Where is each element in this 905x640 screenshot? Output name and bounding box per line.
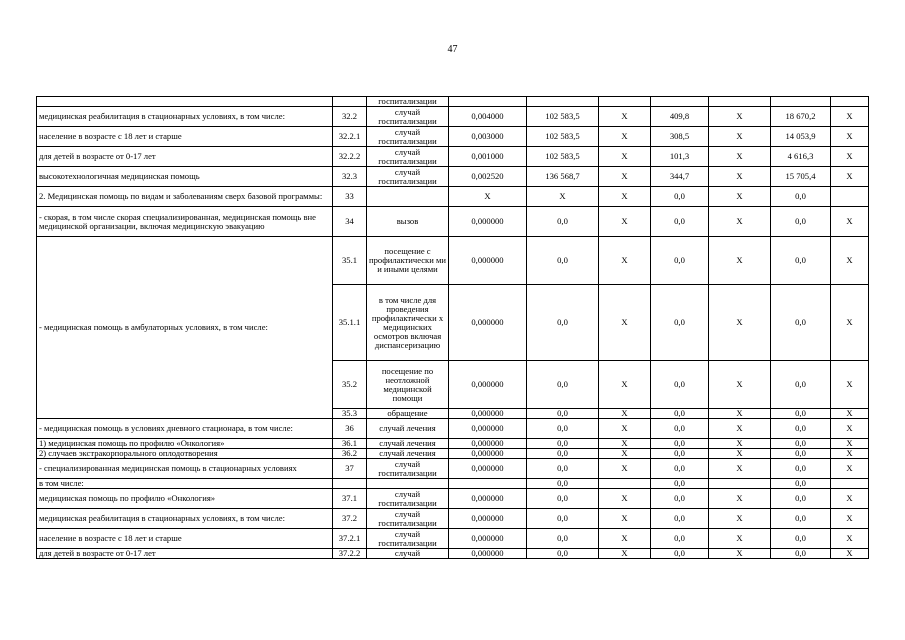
value-cell: Х [599,419,651,439]
value-cell: Х [709,285,771,361]
value-cell [709,479,771,489]
value-cell: 0,0 [651,549,709,559]
row-unit-cell: обращение [367,409,449,419]
value-cell: 0,0 [527,439,599,449]
row-unit-cell: случай госпитализации [367,127,449,147]
value-cell: 0,0 [771,285,831,361]
value-cell: 0,0 [527,489,599,509]
value-cell: 0,0 [651,439,709,449]
row-number-cell: 36.1 [333,439,367,449]
value-cell: Х [709,207,771,237]
value-cell [771,97,831,107]
value-cell: 0,002520 [449,167,527,187]
value-cell: 0,0 [527,285,599,361]
row-number-cell [333,97,367,107]
value-cell: Х [599,107,651,127]
row-name-cell: - медицинская помощь в амбулаторных условиях, в том числе: [37,237,333,419]
row-number-cell: 32.3 [333,167,367,187]
row-number-cell: 35.3 [333,409,367,419]
value-cell: 0,000000 [449,361,527,409]
value-cell: 0,0 [527,449,599,459]
value-cell: Х [599,549,651,559]
value-cell: Х [831,361,869,409]
table-row [37,419,869,439]
row-unit-cell: случай лечения [367,449,449,459]
value-cell: Х [831,107,869,127]
value-cell: 0,000000 [449,207,527,237]
row-unit-cell: случай госпитализации [367,167,449,187]
row-name-cell: 1) медицинская помощь по профилю «Онкология» [37,439,333,449]
value-cell: 0,0 [771,409,831,419]
table-row [37,237,869,285]
value-cell [709,97,771,107]
value-cell: 0,0 [771,449,831,459]
value-cell: 0,004000 [449,107,527,127]
value-cell: 0,0 [651,489,709,509]
row-number-cell: 35.1.1 [333,285,367,361]
value-cell: Х [709,147,771,167]
value-cell: 0,0 [771,187,831,207]
value-cell: Х [599,439,651,449]
value-cell: Х [709,167,771,187]
value-cell [449,479,527,489]
value-cell: Х [599,509,651,529]
value-cell: 0,0 [651,459,709,479]
row-number-cell: 37.1 [333,489,367,509]
row-number-cell: 37.2 [333,509,367,529]
table-row [37,529,869,549]
value-cell: 102 583,5 [527,127,599,147]
row-name-cell: - специализированная медицинская помощь в стационарных условиях [37,459,333,479]
value-cell: 409,8 [651,107,709,127]
value-cell: 0,000000 [449,549,527,559]
value-cell: Х [831,419,869,439]
value-cell: 18 670,2 [771,107,831,127]
value-cell: Х [831,207,869,237]
value-cell: 0,000000 [449,237,527,285]
row-number-cell: 32.2.1 [333,127,367,147]
value-cell: 101,3 [651,147,709,167]
value-cell: 0,0 [527,419,599,439]
table-row [37,207,869,237]
value-cell: 0,000000 [449,529,527,549]
table-row [37,127,869,147]
value-cell: 0,0 [527,207,599,237]
row-name-cell [37,97,333,107]
value-cell: 0,0 [651,187,709,207]
row-number-cell: 37.2.2 [333,549,367,559]
value-cell: Х [709,107,771,127]
value-cell: Х [831,127,869,147]
value-cell: 0,000000 [449,459,527,479]
tariff-table [36,96,869,559]
row-number-cell: 36.2 [333,449,367,459]
value-cell: 0,0 [527,409,599,419]
row-name-cell: медицинская помощь по профилю «Онкология» [37,489,333,509]
row-unit-cell [367,479,449,489]
table-row [37,187,869,207]
value-cell [449,97,527,107]
value-cell: 0,000000 [449,509,527,529]
value-cell: Х [599,127,651,147]
table-row [37,489,869,509]
row-number-cell [333,479,367,489]
value-cell: 0,003000 [449,127,527,147]
value-cell: 0,0 [771,549,831,559]
value-cell: Х [599,187,651,207]
row-name-cell: для детей в возрасте от 0-17 лет [37,147,333,167]
value-cell: Х [831,529,869,549]
value-cell: Х [831,459,869,479]
row-name-cell: для детей в возрасте от 0-17 лет [37,549,333,559]
value-cell: 0,000000 [449,285,527,361]
value-cell: Х [709,489,771,509]
value-cell: 344,7 [651,167,709,187]
value-cell: 0,0 [651,409,709,419]
row-number-cell: 36 [333,419,367,439]
value-cell: 0,0 [771,237,831,285]
table-row [37,549,869,559]
value-cell: 0,0 [527,549,599,559]
row-name-cell: население в возрасте с 18 лет и старше [37,529,333,549]
value-cell: 0,0 [651,449,709,459]
value-cell: Х [709,187,771,207]
value-cell: 0,0 [651,529,709,549]
value-cell: Х [709,529,771,549]
value-cell: 0,0 [651,419,709,439]
row-unit-cell: случай госпитализации [367,107,449,127]
row-name-cell: - медицинская помощь в условиях дневного стационара, в том числе: [37,419,333,439]
value-cell: Х [599,237,651,285]
value-cell: 0,001000 [449,147,527,167]
value-cell: Х [831,147,869,167]
value-cell: 14 053,9 [771,127,831,147]
table-row [37,479,869,489]
value-cell: Х [599,409,651,419]
value-cell: 0,0 [527,361,599,409]
value-cell: Х [831,285,869,361]
row-unit-cell: случай лечения [367,419,449,439]
value-cell: Х [709,419,771,439]
row-name-cell: медицинская реабилитация в стационарных условиях, в том числе: [37,509,333,529]
value-cell: 0,0 [771,439,831,449]
row-number-cell: 37.2.1 [333,529,367,549]
value-cell: 0,0 [651,509,709,529]
row-number-cell: 33 [333,187,367,207]
value-cell: 15 705,4 [771,167,831,187]
row-unit-cell: случай госпитализации [367,459,449,479]
row-name-cell: 2. Медицинская помощь по видам и заболеваниям сверх базовой программы: [37,187,333,207]
row-name-cell: - скорая, в том числе скорая специализированная, медицинская помощь вне медицинской организации, включая медицинскую эвакуацию [37,207,333,237]
value-cell [831,479,869,489]
row-name-cell: население в возрасте с 18 лет и старше [37,127,333,147]
row-name-cell: медицинская реабилитация в стационарных условиях, в том числе: [37,107,333,127]
value-cell: 0,0 [527,509,599,529]
value-cell: Х [527,187,599,207]
value-cell: Х [709,237,771,285]
value-cell: 0,0 [527,529,599,549]
table-row [37,167,869,187]
value-cell: 0,0 [771,361,831,409]
table-row [37,147,869,167]
value-cell: 136 568,7 [527,167,599,187]
table-row [37,107,869,127]
table-row [37,459,869,479]
page-number: 47 [447,44,458,55]
value-cell: Х [599,361,651,409]
value-cell: 102 583,5 [527,107,599,127]
row-unit-cell: госпитализации [367,97,449,107]
value-cell: 0,0 [527,237,599,285]
value-cell: 0,0 [651,207,709,237]
value-cell: 0,000000 [449,409,527,419]
value-cell: Х [831,409,869,419]
table-row [37,439,869,449]
value-cell: Х [709,409,771,419]
value-cell [831,97,869,107]
value-cell: Х [709,449,771,459]
row-name-cell: высокотехнологичная медицинская помощь [37,167,333,187]
value-cell: 0,0 [771,509,831,529]
value-cell: 0,000000 [449,419,527,439]
value-cell [831,187,869,207]
row-number-cell: 37 [333,459,367,479]
value-cell: 0,000000 [449,449,527,459]
value-cell: Х [709,127,771,147]
value-cell: 0,0 [651,285,709,361]
value-cell: Х [831,167,869,187]
value-cell: 0,0 [771,529,831,549]
row-unit-cell: посещение с профилактически ми и иными целями [367,237,449,285]
value-cell: Х [599,529,651,549]
value-cell: Х [831,509,869,529]
value-cell [599,479,651,489]
value-cell: 0,0 [771,479,831,489]
row-unit-cell: случай госпитализации [367,509,449,529]
value-cell: Х [709,459,771,479]
value-cell [599,97,651,107]
value-cell: 308,5 [651,127,709,147]
value-cell: 0,000000 [449,489,527,509]
value-cell: Х [599,167,651,187]
value-cell: 0,0 [527,459,599,479]
value-cell: Х [599,459,651,479]
value-cell: 0,0 [771,459,831,479]
row-unit-cell: посещение по неотложной медицинской помощи [367,361,449,409]
value-cell: 0,0 [651,237,709,285]
value-cell: Х [709,509,771,529]
value-cell: Х [709,361,771,409]
value-cell: 0,0 [771,207,831,237]
row-unit-cell: случай лечения [367,439,449,449]
value-cell: 0,0 [527,479,599,489]
value-cell: 102 583,5 [527,147,599,167]
value-cell: Х [709,549,771,559]
row-unit-cell: случай госпитализации [367,529,449,549]
row-unit-cell: случай [367,549,449,559]
value-cell: 0,0 [651,361,709,409]
row-unit-cell: вызов [367,207,449,237]
value-cell: Х [599,207,651,237]
value-cell: Х [449,187,527,207]
value-cell: Х [709,439,771,449]
value-cell: 0,000000 [449,439,527,449]
value-cell: 0,0 [651,479,709,489]
row-number-cell: 34 [333,207,367,237]
row-number-cell: 35.1 [333,237,367,285]
value-cell: Х [831,439,869,449]
row-name-cell: в том числе: [37,479,333,489]
row-unit-cell [367,187,449,207]
row-name-cell: 2) случаев экстракорпорального оплодотворения [37,449,333,459]
table-row [37,97,869,107]
value-cell: 4 616,3 [771,147,831,167]
row-unit-cell: случай госпитализации [367,147,449,167]
value-cell: Х [831,549,869,559]
value-cell: Х [599,449,651,459]
row-number-cell: 32.2.2 [333,147,367,167]
row-unit-cell: случай госпитализации [367,489,449,509]
table-row [37,449,869,459]
value-cell: Х [831,449,869,459]
value-cell: Х [599,147,651,167]
value-cell: Х [599,285,651,361]
value-cell: Х [831,237,869,285]
value-cell: Х [831,489,869,509]
value-cell: 0,0 [771,489,831,509]
row-number-cell: 32.2 [333,107,367,127]
value-cell: Х [599,489,651,509]
row-number-cell: 35.2 [333,361,367,409]
value-cell: 0,0 [771,419,831,439]
row-unit-cell: в том числе для проведения профилактически х медицинских осмотров включая диспансеризацию [367,285,449,361]
value-cell [651,97,709,107]
value-cell [527,97,599,107]
table-row [37,509,869,529]
